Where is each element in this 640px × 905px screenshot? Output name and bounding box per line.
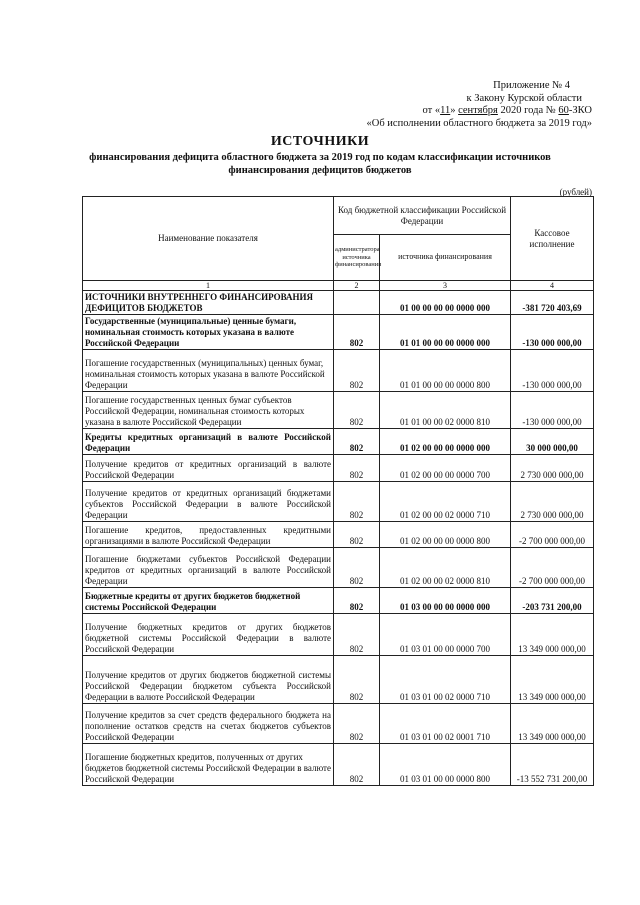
row-amount: 13 349 000 000,00 [511,704,594,744]
row-code: 01 01 00 00 00 0000 800 [380,350,511,392]
col-number: 3 [380,281,511,291]
row-name: Государственные (муниципальные) ценные бумаги, номинальная стоимость которых указана в валюте Российской Федерации [83,315,334,350]
row-amount: 30 000 000,00 [511,429,594,455]
table-row [83,291,594,315]
row-admin: 802 [334,522,380,548]
row-name: Погашение государственных ценных бумаг субъектов Российской Федерации, номинальная стоимость которых указана в валюте Российской Федерации [83,392,334,429]
row-name: Погашение кредитов, предоставленных кредитными организациями в валюте Российской Федерации [83,522,334,548]
row-admin: 802 [334,429,380,455]
row-name: Погашение бюджетных кредитов, полученных от других бюджетов бюджетной системы Российской Федерации в валюте Российской Федерации [83,744,334,786]
row-amount: -13 552 731 200,00 [511,744,594,786]
appendix-number: Приложение № 4 [493,80,570,91]
row-code: 01 02 00 00 02 0000 710 [380,482,511,522]
col-header-admin: администратора источника финансирования [334,235,380,281]
row-admin: 802 [334,455,380,482]
table-row [83,350,594,392]
row-code: 01 03 01 00 02 0001 710 [380,704,511,744]
row-name: Погашение государственных (муниципальных) ценных бумаг, номинальная стоимость которых указана в валюте Российской Федерации [83,350,334,392]
row-code: 01 02 00 00 02 0000 810 [380,548,511,588]
row-admin: 802 [334,704,380,744]
row-admin: 802 [334,350,380,392]
page-title: ИСТОЧНИКИ [270,134,370,149]
appendix-header [292,80,592,130]
row-admin: 802 [334,614,380,656]
col-number: 2 [334,281,380,291]
table-row [83,429,594,455]
col-number: 1 [83,281,334,291]
table-row [83,548,594,588]
row-amount: 2 730 000 000,00 [511,482,594,522]
col-header-source: источника финансирования [380,235,511,281]
table-row [83,656,594,704]
row-name: ИСТОЧНИКИ ВНУТРЕННЕГО ФИНАНСИРОВАНИЯ ДЕФИЦИТОВ БЮДЖЕТОВ [83,291,334,315]
table-row [83,704,594,744]
table-row [83,614,594,656]
row-name: Получение кредитов от кредитных организаций в валюте Российской Федерации [83,455,334,482]
row-admin: 802 [334,744,380,786]
table-row [83,482,594,522]
row-code: 01 03 00 00 00 0000 000 [380,588,511,614]
row-name: Кредиты кредитных организаций в валюте Российской Федерации [83,429,334,455]
row-amount: -203 731 200,00 [511,588,594,614]
row-amount: -130 000 000,00 [511,315,594,350]
row-code: 01 00 00 00 00 0000 000 [380,291,511,315]
table-row [83,744,594,786]
row-amount: 2 730 000 000,00 [511,455,594,482]
unit-label: (рублей) [559,187,592,197]
row-code: 01 03 01 00 00 0000 800 [380,744,511,786]
row-admin: 802 [334,392,380,429]
row-name: Получение кредитов от кредитных организаций бюджетами субъектов Российской Федерации в валюте Российской Федерации [83,482,334,522]
col-header-code-group: Код бюджетной классификации Российской Федерации [334,197,511,235]
row-code: 01 02 00 00 00 0000 700 [380,455,511,482]
appendix-date: от «11» сентября 2020 года № 60-ЗКО [422,105,592,116]
table-row [83,315,594,350]
row-code: 01 01 00 00 02 0000 810 [380,392,511,429]
appendix-law-title: «Об исполнении областного бюджета за 2019 год» [366,117,592,129]
col-header-name: Наименование показателя [83,197,334,281]
row-admin: 802 [334,548,380,588]
row-admin: 802 [334,588,380,614]
row-name: Получение бюджетных кредитов от других бюджетов бюджетной системы Российской Федерации в валюте Российской Федерации [83,614,334,656]
row-admin: 802 [334,656,380,704]
row-code: 01 02 00 00 00 0000 800 [380,522,511,548]
table-row [83,455,594,482]
page-subtitle: финансирования дефицита областного бюджета за 2019 год по кодам классификации источников финансирования дефицитов бюджетов [89,152,551,176]
row-amount: -381 720 403,69 [511,291,594,315]
row-code: 01 03 01 00 00 0000 700 [380,614,511,656]
col-number: 4 [511,281,594,291]
row-code: 01 03 01 00 02 0000 710 [380,656,511,704]
row-code: 01 01 00 00 00 0000 000 [380,315,511,350]
table-row [83,392,594,429]
sources-table [82,196,594,786]
row-amount: -2 700 000 000,00 [511,522,594,548]
row-amount: -130 000 000,00 [511,392,594,429]
row-amount: -2 700 000 000,00 [511,548,594,588]
row-code: 01 02 00 00 00 0000 000 [380,429,511,455]
row-name: Бюджетные кредиты от других бюджетов бюджетной системы Российской Федерации [83,588,334,614]
row-name: Получение кредитов от других бюджетов бюджетной системы Российской Федерации бюджетом субъекта Российской Федерации в валюте Российской Федерации [83,656,334,704]
row-amount: -130 000 000,00 [511,350,594,392]
appendix-law: к Закону Курской области [466,92,582,104]
table-row [83,588,594,614]
row-amount: 13 349 000 000,00 [511,656,594,704]
row-name: Погашение бюджетами субъектов Российской Федерации кредитов от кредитных организаций в валюте Российской Федерации [83,548,334,588]
col-header-amount: Кассовое исполнение [511,197,594,281]
row-admin [334,291,380,315]
row-admin: 802 [334,315,380,350]
row-amount: 13 349 000 000,00 [511,614,594,656]
row-admin: 802 [334,482,380,522]
table-row [83,522,594,548]
row-name: Получение кредитов за счет средств федерального бюджета на пополнение остатков средств на счетах бюджетов субъектов Российской Федерации [83,704,334,744]
